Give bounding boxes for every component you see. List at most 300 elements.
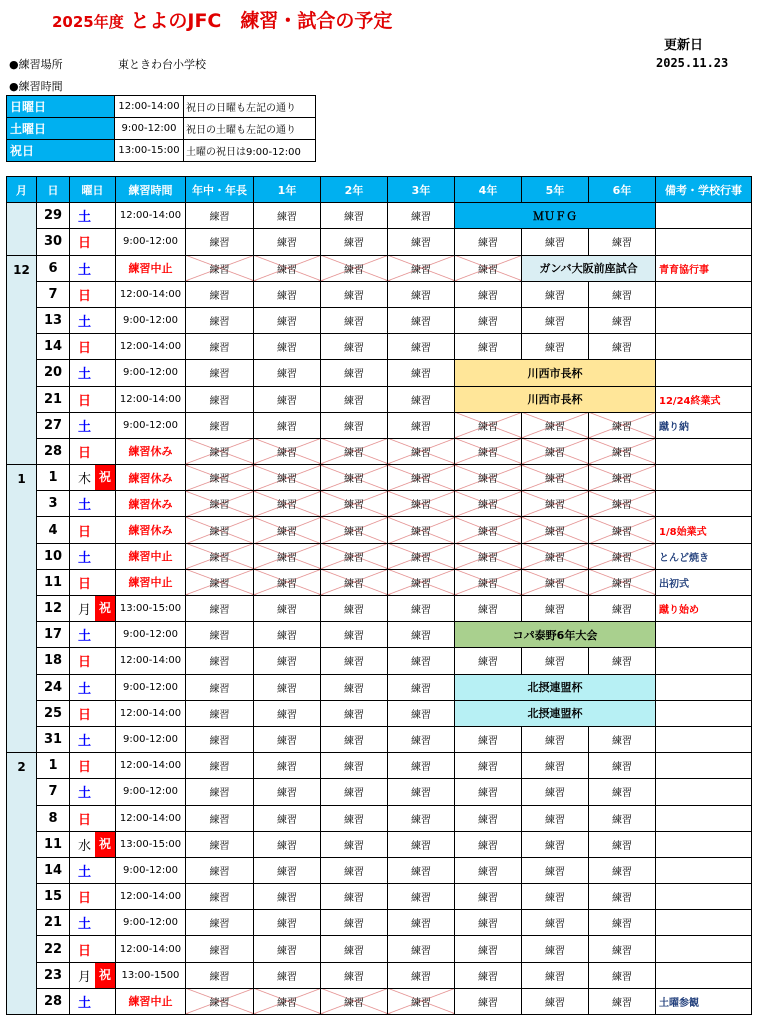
- weekday-label: 土: [78, 550, 92, 566]
- schedule-row: [7, 517, 752, 543]
- grade-cell: 練習: [589, 884, 656, 910]
- grade-cell: 練習: [388, 543, 455, 569]
- weekday-label: 日: [78, 445, 92, 461]
- weekday-cell: [70, 596, 116, 622]
- hours-note: 祝日の日曜も左記の通り: [184, 96, 316, 118]
- grade-cell: 練習: [522, 569, 589, 595]
- grade-cell: 練習: [186, 465, 254, 491]
- column-header: 4年: [455, 177, 522, 203]
- updated-label: 更新日: [664, 38, 704, 53]
- note-cell: [656, 962, 752, 988]
- weekday-label: 水: [78, 838, 92, 854]
- schedule-row: [7, 857, 752, 883]
- practice-time-cell: 12:00-14:00: [116, 386, 186, 412]
- grade-cell: 練習: [589, 988, 656, 1014]
- grade-cell: 練習: [388, 465, 455, 491]
- grade-cell: 練習: [186, 255, 254, 281]
- grade-cell: 練習: [321, 360, 388, 386]
- grade-cell: 練習: [321, 726, 388, 752]
- day-cell: 18: [37, 648, 70, 674]
- weekday-cell: [70, 857, 116, 883]
- grade-cell: 練習: [254, 255, 321, 281]
- note-cell: [656, 438, 752, 464]
- grade-cell: 練習: [186, 281, 254, 307]
- grade-cell: 練習: [321, 517, 388, 543]
- practice-time-cell: 練習中止: [116, 255, 186, 281]
- grade-cell: 練習: [186, 543, 254, 569]
- weekday-label: 土: [78, 995, 92, 1011]
- grade-cell: 練習: [254, 988, 321, 1014]
- grade-cell: 練習: [388, 753, 455, 779]
- holiday-badge: 祝: [95, 596, 115, 621]
- grade-cell: 練習: [186, 596, 254, 622]
- grade-cell: 練習: [388, 857, 455, 883]
- event-cell: 川西市長杯: [455, 386, 656, 412]
- grade-cell: 練習: [589, 779, 656, 805]
- day-cell: 14: [37, 857, 70, 883]
- practice-time-cell: 練習中止: [116, 543, 186, 569]
- grade-cell: 練習: [254, 779, 321, 805]
- grade-cell: 練習: [522, 857, 589, 883]
- event-cell: コパ泰野6年大会: [455, 622, 656, 648]
- day-cell: 11: [37, 831, 70, 857]
- time-label: ●練習時間: [9, 80, 63, 93]
- grade-cell: 練習: [388, 229, 455, 255]
- grade-cell: 練習: [455, 936, 522, 962]
- practice-time-cell: 9:00-12:00: [116, 307, 186, 333]
- practice-time-cell: 練習休み: [116, 491, 186, 517]
- hours-time: 12:00-14:00: [115, 96, 184, 118]
- grade-cell: 練習: [186, 622, 254, 648]
- day-cell: 24: [37, 674, 70, 700]
- grade-cell: 練習: [589, 412, 656, 438]
- grade-cell: 練習: [522, 438, 589, 464]
- grade-cell: 練習: [589, 910, 656, 936]
- grade-cell: 練習: [589, 334, 656, 360]
- weekday-label: 日: [78, 236, 92, 252]
- weekday-label: 土: [78, 786, 92, 802]
- weekday-cell: [70, 648, 116, 674]
- grade-cell: 練習: [589, 596, 656, 622]
- grade-cell: 練習: [589, 491, 656, 517]
- month-cell: 12: [7, 255, 37, 465]
- grade-cell: 練習: [522, 910, 589, 936]
- grade-cell: 練習: [455, 465, 522, 491]
- weekday-label: 土: [78, 498, 92, 514]
- practice-time-cell: 13:00-15:00: [116, 596, 186, 622]
- grade-cell: 練習: [321, 700, 388, 726]
- hours-time: 13:00-15:00: [115, 140, 184, 162]
- grade-cell: 練習: [388, 622, 455, 648]
- schedule-row: [7, 334, 752, 360]
- hours-day: 祝日: [7, 140, 115, 162]
- hours-time: 9:00-12:00: [115, 118, 184, 140]
- updated-date: 2025.11.23: [656, 56, 729, 70]
- grade-cell: 練習: [589, 936, 656, 962]
- grade-cell: 練習: [254, 203, 321, 229]
- grade-cell: 練習: [455, 910, 522, 936]
- grade-cell: 練習: [589, 831, 656, 857]
- practice-time-cell: 12:00-14:00: [116, 753, 186, 779]
- grade-cell: 練習: [186, 726, 254, 752]
- grade-cell: 練習: [522, 334, 589, 360]
- hours-note: 土曜の祝日は9:00-12:00: [184, 140, 316, 162]
- grade-cell: 練習: [455, 438, 522, 464]
- grade-cell: 練習: [321, 412, 388, 438]
- weekday-label: 日: [78, 707, 92, 723]
- grade-cell: 練習: [186, 517, 254, 543]
- grade-cell: 練習: [388, 307, 455, 333]
- grade-cell: 練習: [254, 596, 321, 622]
- weekday-cell: [70, 360, 116, 386]
- weekday-cell: [70, 307, 116, 333]
- weekday-cell: [70, 569, 116, 595]
- note-cell: 12/24終業式: [656, 386, 752, 412]
- grade-cell: 練習: [186, 805, 254, 831]
- practice-time-cell: 練習中止: [116, 569, 186, 595]
- practice-time-cell: 9:00-12:00: [116, 726, 186, 752]
- grade-cell: 練習: [455, 831, 522, 857]
- schedule-row: [7, 596, 752, 622]
- practice-time-cell: 9:00-12:00: [116, 910, 186, 936]
- weekday-label: 土: [78, 262, 92, 278]
- schedule-row: [7, 465, 752, 491]
- grade-cell: 練習: [455, 255, 522, 281]
- schedule-body: [7, 203, 752, 1015]
- weekday-label: 土: [78, 734, 92, 750]
- grade-cell: 練習: [254, 726, 321, 752]
- grade-cell: 練習: [254, 543, 321, 569]
- grade-cell: 練習: [186, 884, 254, 910]
- grade-cell: 練習: [186, 203, 254, 229]
- note-cell: [656, 674, 752, 700]
- practice-time-cell: 9:00-12:00: [116, 674, 186, 700]
- grade-cell: 練習: [522, 412, 589, 438]
- schedule-row: [7, 491, 752, 517]
- practice-time-cell: 12:00-14:00: [116, 884, 186, 910]
- practice-time-cell: 9:00-12:00: [116, 622, 186, 648]
- grade-cell: 練習: [388, 491, 455, 517]
- day-cell: 23: [37, 962, 70, 988]
- grade-cell: 練習: [186, 753, 254, 779]
- grade-cell: 練習: [254, 569, 321, 595]
- grade-cell: 練習: [455, 229, 522, 255]
- grade-cell: 練習: [321, 805, 388, 831]
- day-cell: 21: [37, 910, 70, 936]
- day-cell: 29: [37, 203, 70, 229]
- weekday-cell: [70, 386, 116, 412]
- weekday-label: 土: [78, 681, 92, 697]
- grade-cell: 練習: [321, 674, 388, 700]
- grade-cell: 練習: [388, 648, 455, 674]
- weekday-label: 日: [78, 288, 92, 304]
- practice-time-cell: 12:00-14:00: [116, 334, 186, 360]
- schedule-table: [6, 176, 752, 1015]
- weekday-cell: [70, 412, 116, 438]
- grade-cell: 練習: [186, 412, 254, 438]
- day-cell: 10: [37, 543, 70, 569]
- grade-cell: 練習: [455, 753, 522, 779]
- weekday-label: 木: [78, 472, 92, 488]
- grade-cell: 練習: [321, 622, 388, 648]
- grade-cell: 練習: [186, 962, 254, 988]
- schedule-row: [7, 438, 752, 464]
- grade-cell: 練習: [388, 779, 455, 805]
- grade-cell: 練習: [186, 674, 254, 700]
- grade-cell: 練習: [321, 962, 388, 988]
- weekday-label: 日: [78, 812, 92, 828]
- schedule-row: [7, 988, 752, 1014]
- grade-cell: 練習: [388, 910, 455, 936]
- event-cell: 川西市長杯: [455, 360, 656, 386]
- grade-cell: 練習: [186, 779, 254, 805]
- month-cell: 2: [7, 753, 37, 1015]
- weekday-cell: [70, 334, 116, 360]
- grade-cell: 練習: [321, 831, 388, 857]
- note-cell: [656, 884, 752, 910]
- grade-cell: 練習: [455, 857, 522, 883]
- weekday-cell: [70, 910, 116, 936]
- grade-cell: 練習: [455, 726, 522, 752]
- grade-cell: 練習: [388, 281, 455, 307]
- month-cell: 1: [7, 465, 37, 753]
- weekday-label: 日: [78, 891, 92, 907]
- grade-cell: 練習: [321, 779, 388, 805]
- grade-cell: 練習: [388, 988, 455, 1014]
- grade-cell: 練習: [589, 438, 656, 464]
- day-cell: 6: [37, 255, 70, 281]
- schedule-row: [7, 229, 752, 255]
- note-cell: [656, 203, 752, 229]
- schedule-header-row: [7, 177, 752, 203]
- grade-cell: 練習: [186, 438, 254, 464]
- note-cell: [656, 648, 752, 674]
- day-cell: 1: [37, 753, 70, 779]
- schedule-row: [7, 412, 752, 438]
- day-cell: 31: [37, 726, 70, 752]
- day-cell: 22: [37, 936, 70, 962]
- weekday-label: 日: [78, 943, 92, 959]
- weekday-cell: [70, 988, 116, 1014]
- weekday-label: 土: [78, 367, 92, 383]
- grade-cell: 練習: [186, 936, 254, 962]
- day-cell: 15: [37, 884, 70, 910]
- grade-cell: 練習: [321, 884, 388, 910]
- grade-cell: 練習: [589, 281, 656, 307]
- weekday-cell: [70, 438, 116, 464]
- grade-cell: 練習: [321, 255, 388, 281]
- place-value: 東ときわ台小学校: [118, 58, 206, 71]
- grade-cell: 練習: [254, 857, 321, 883]
- grade-cell: 練習: [522, 753, 589, 779]
- grade-cell: 練習: [254, 753, 321, 779]
- weekday-label: 土: [78, 917, 92, 933]
- grade-cell: 練習: [254, 648, 321, 674]
- schedule-row: [7, 360, 752, 386]
- grade-cell: 練習: [388, 334, 455, 360]
- holiday-badge: 祝: [95, 465, 115, 490]
- event-cell: 北摂連盟杯: [455, 674, 656, 700]
- grade-cell: 練習: [455, 334, 522, 360]
- column-header: 2年: [321, 177, 388, 203]
- note-cell: [656, 753, 752, 779]
- grade-cell: 練習: [388, 700, 455, 726]
- day-cell: 30: [37, 229, 70, 255]
- note-cell: [656, 229, 752, 255]
- grade-cell: 練習: [388, 936, 455, 962]
- grade-cell: 練習: [321, 386, 388, 412]
- grade-cell: 練習: [321, 648, 388, 674]
- grade-cell: 練習: [522, 936, 589, 962]
- weekday-cell: [70, 884, 116, 910]
- weekday-cell: [70, 543, 116, 569]
- day-cell: 27: [37, 412, 70, 438]
- note-cell: とんど焼き: [656, 543, 752, 569]
- event-cell: ＭＵＦＧ: [455, 203, 656, 229]
- schedule-row: [7, 543, 752, 569]
- month-cell: [7, 203, 37, 255]
- grade-cell: 練習: [455, 988, 522, 1014]
- day-cell: 17: [37, 622, 70, 648]
- weekday-label: 土: [78, 629, 92, 645]
- holiday-badge: 祝: [95, 963, 115, 988]
- weekday-cell: [70, 831, 116, 857]
- weekday-label: 月: [78, 969, 92, 985]
- hours-note: 祝日の土曜も左記の通り: [184, 118, 316, 140]
- practice-time-cell: 12:00-14:00: [116, 281, 186, 307]
- practice-time-cell: 9:00-12:00: [116, 779, 186, 805]
- day-cell: 4: [37, 517, 70, 543]
- grade-cell: 練習: [455, 779, 522, 805]
- grade-cell: 練習: [254, 229, 321, 255]
- day-cell: 25: [37, 700, 70, 726]
- note-cell: [656, 779, 752, 805]
- note-cell: 出初式: [656, 569, 752, 595]
- note-cell: 1/8始業式: [656, 517, 752, 543]
- grade-cell: 練習: [388, 674, 455, 700]
- practice-time-cell: 9:00-12:00: [116, 412, 186, 438]
- weekday-label: 日: [78, 341, 92, 357]
- note-cell: [656, 700, 752, 726]
- grade-cell: 練習: [522, 831, 589, 857]
- grade-cell: 練習: [254, 412, 321, 438]
- practice-time-cell: 13:00-15:00: [116, 831, 186, 857]
- note-cell: [656, 910, 752, 936]
- grade-cell: 練習: [254, 360, 321, 386]
- grade-cell: 練習: [321, 307, 388, 333]
- practice-time-cell: 12:00-14:00: [116, 203, 186, 229]
- weekday-cell: [70, 936, 116, 962]
- grade-cell: 練習: [388, 805, 455, 831]
- grade-cell: 練習: [522, 229, 589, 255]
- schedule-row: [7, 831, 752, 857]
- grade-cell: 練習: [321, 543, 388, 569]
- grade-cell: 練習: [522, 543, 589, 569]
- day-cell: 13: [37, 307, 70, 333]
- grade-cell: 練習: [455, 596, 522, 622]
- grade-cell: 練習: [455, 281, 522, 307]
- grade-cell: 練習: [254, 805, 321, 831]
- grade-cell: 練習: [589, 569, 656, 595]
- practice-time-cell: 練習休み: [116, 465, 186, 491]
- schedule-row: [7, 622, 752, 648]
- note-cell: 土曜参観: [656, 988, 752, 1014]
- practice-time-cell: 練習休み: [116, 438, 186, 464]
- grade-cell: 練習: [589, 307, 656, 333]
- grade-cell: 練習: [388, 596, 455, 622]
- grade-cell: 練習: [589, 648, 656, 674]
- weekday-cell: [70, 622, 116, 648]
- grade-cell: 練習: [321, 753, 388, 779]
- practice-time-cell: 12:00-14:00: [116, 648, 186, 674]
- schedule-row: [7, 281, 752, 307]
- grade-cell: 練習: [186, 700, 254, 726]
- grade-cell: 練習: [388, 517, 455, 543]
- grade-cell: 練習: [254, 334, 321, 360]
- note-cell: [656, 831, 752, 857]
- schedule-row: [7, 674, 752, 700]
- grade-cell: 練習: [321, 988, 388, 1014]
- hours-day: 日曜日: [7, 96, 115, 118]
- grade-cell: 練習: [455, 412, 522, 438]
- note-cell: [656, 334, 752, 360]
- grade-cell: 練習: [388, 438, 455, 464]
- column-header: 月: [7, 177, 37, 203]
- grade-cell: 練習: [321, 203, 388, 229]
- schedule-row: [7, 962, 752, 988]
- column-header: 備考・学校行事: [656, 177, 752, 203]
- grade-cell: 練習: [455, 805, 522, 831]
- grade-cell: 練習: [589, 465, 656, 491]
- grade-cell: 練習: [455, 884, 522, 910]
- weekday-cell: [70, 281, 116, 307]
- weekday-cell: [70, 229, 116, 255]
- schedule-row: [7, 386, 752, 412]
- weekday-label: 月: [78, 603, 92, 619]
- title-main: とよのJFC 練習・試合の予定: [130, 10, 393, 32]
- title-year: 2025年度: [52, 13, 124, 31]
- weekday-label: 日: [78, 760, 92, 776]
- practice-time-cell: 9:00-12:00: [116, 229, 186, 255]
- grade-cell: 練習: [522, 307, 589, 333]
- note-cell: [656, 360, 752, 386]
- weekday-cell: [70, 674, 116, 700]
- grade-cell: 練習: [186, 491, 254, 517]
- column-header: 年中・年長: [186, 177, 254, 203]
- grade-cell: 練習: [186, 386, 254, 412]
- grade-cell: 練習: [589, 229, 656, 255]
- note-cell: [656, 491, 752, 517]
- column-header: 5年: [522, 177, 589, 203]
- note-cell: [656, 465, 752, 491]
- schedule-row: [7, 936, 752, 962]
- practice-time-cell: 9:00-12:00: [116, 857, 186, 883]
- grade-cell: 練習: [254, 438, 321, 464]
- grade-cell: 練習: [455, 543, 522, 569]
- grade-cell: 練習: [589, 543, 656, 569]
- grade-cell: 練習: [589, 962, 656, 988]
- column-header: 曜日: [70, 177, 116, 203]
- grade-cell: 練習: [589, 753, 656, 779]
- grade-cell: 練習: [522, 962, 589, 988]
- weekday-cell: [70, 517, 116, 543]
- weekday-cell: [70, 491, 116, 517]
- grade-cell: 練習: [186, 857, 254, 883]
- weekday-cell: [70, 203, 116, 229]
- practice-time-cell: 13:00-1500: [116, 962, 186, 988]
- day-cell: 8: [37, 805, 70, 831]
- grade-cell: 練習: [388, 726, 455, 752]
